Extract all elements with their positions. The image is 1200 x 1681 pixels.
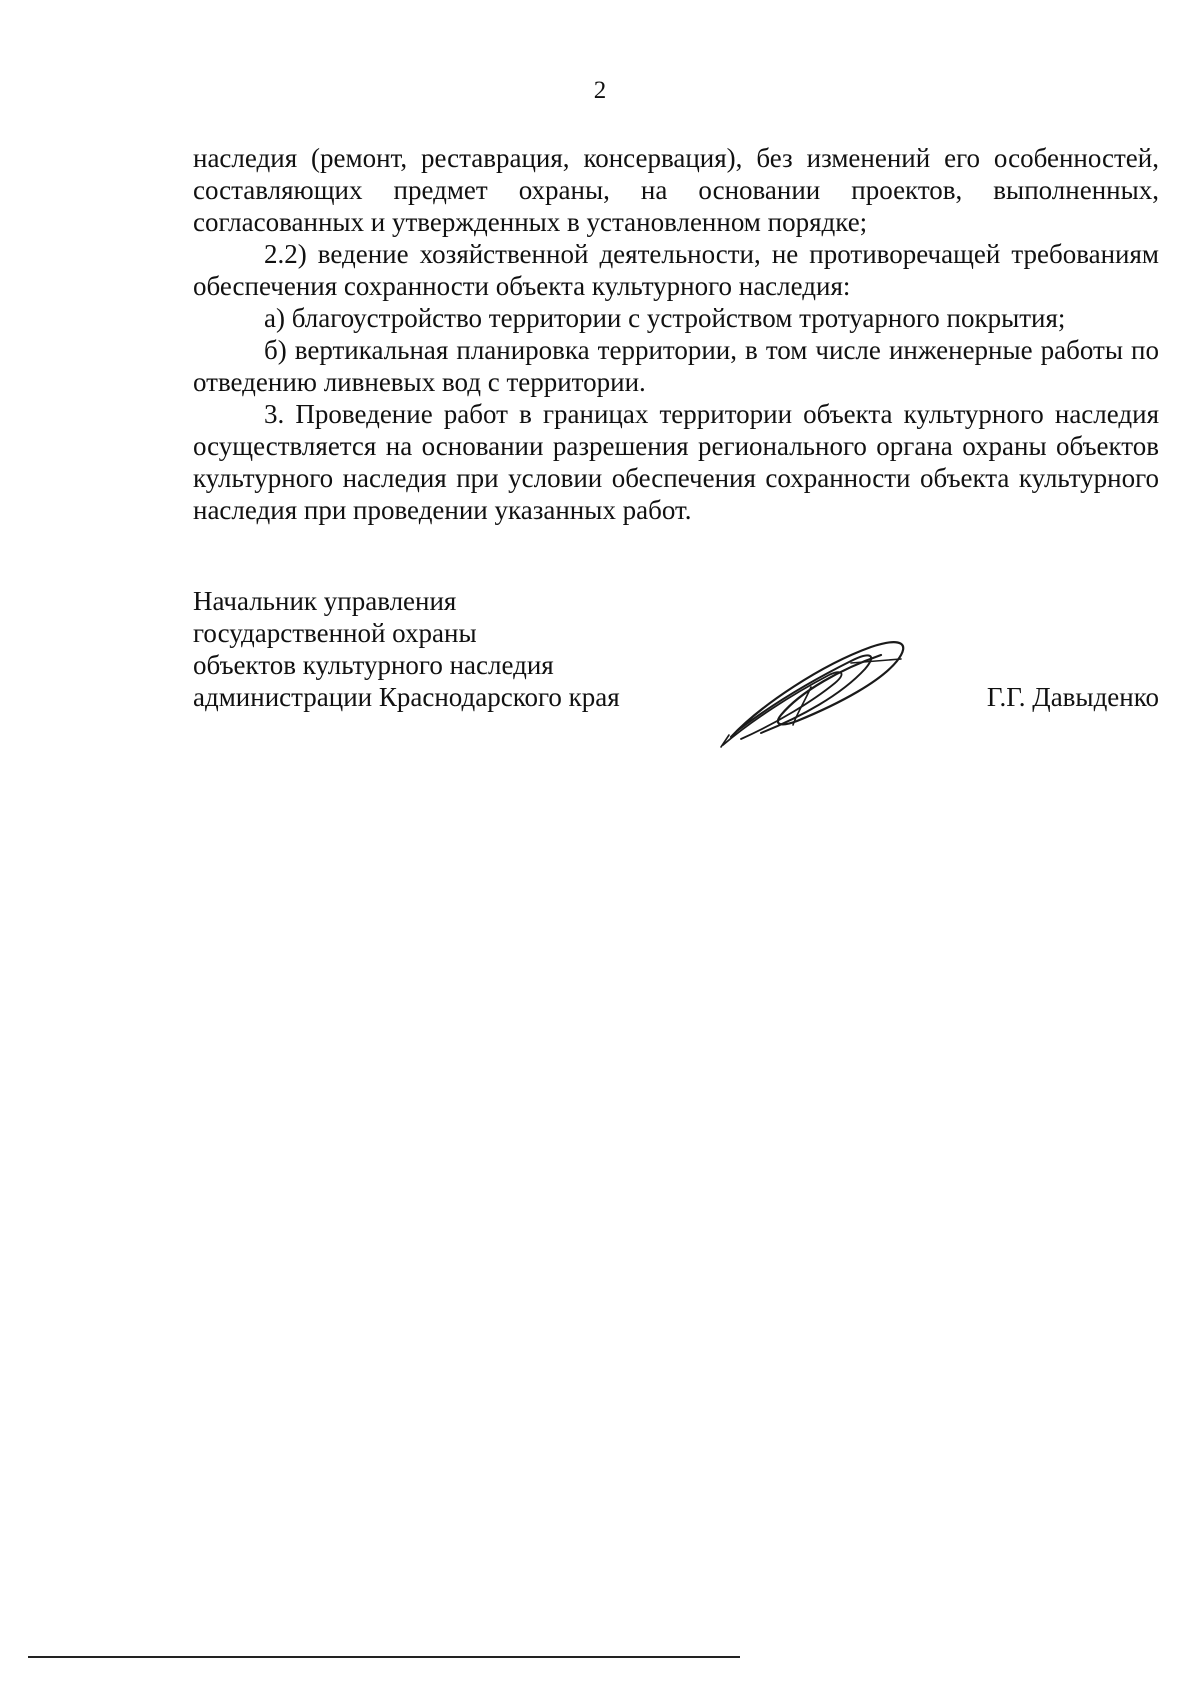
- signer-name: Г.Г. Давыденко: [986, 682, 1159, 712]
- handwritten-signature-icon: [701, 625, 921, 755]
- paragraph-item-a: а) благоустройство территории с устройством тротуарного покрытия;: [264, 303, 1066, 333]
- paragraph-continuation: наследия (ремонт, реставрация, консервация), без изменений его особенностей, составляющих предмет охраны, на основании проектов, выполненных, согласованных и утвержденных в установленном порядке;: [193, 143, 1159, 237]
- signer-title-line: государственной охраны: [193, 618, 477, 648]
- document-body: [193, 142, 1159, 526]
- signature-block: [193, 585, 1159, 755]
- footer-divider: [28, 1656, 740, 1658]
- signer-title-line: Начальник управления: [193, 586, 457, 616]
- paragraph-item-b: б) вертикальная планировка территории, в том числе инженерные работы по отведению ливневых вод с территории.: [193, 335, 1159, 397]
- paragraph-item-2-2: 2.2) ведение хозяйственной деятельности, не противоречащей требованиям обеспечения сохранности объекта культурного наследия:: [193, 239, 1159, 301]
- paragraph-item-3: 3. Проведение работ в границах территории объекта культурного наследия осуществляется на основании разрешения регионального органа охраны объектов культурного наследия при условии обеспечения сохранности объекта культурного наследия при проведении указанных работ.: [193, 399, 1159, 525]
- signer-title-line: администрации Краснодарского края: [193, 682, 620, 712]
- page-number: 2: [593, 77, 607, 104]
- signer-title-line: объектов культурного наследия: [193, 650, 554, 680]
- signer-title: [193, 585, 620, 713]
